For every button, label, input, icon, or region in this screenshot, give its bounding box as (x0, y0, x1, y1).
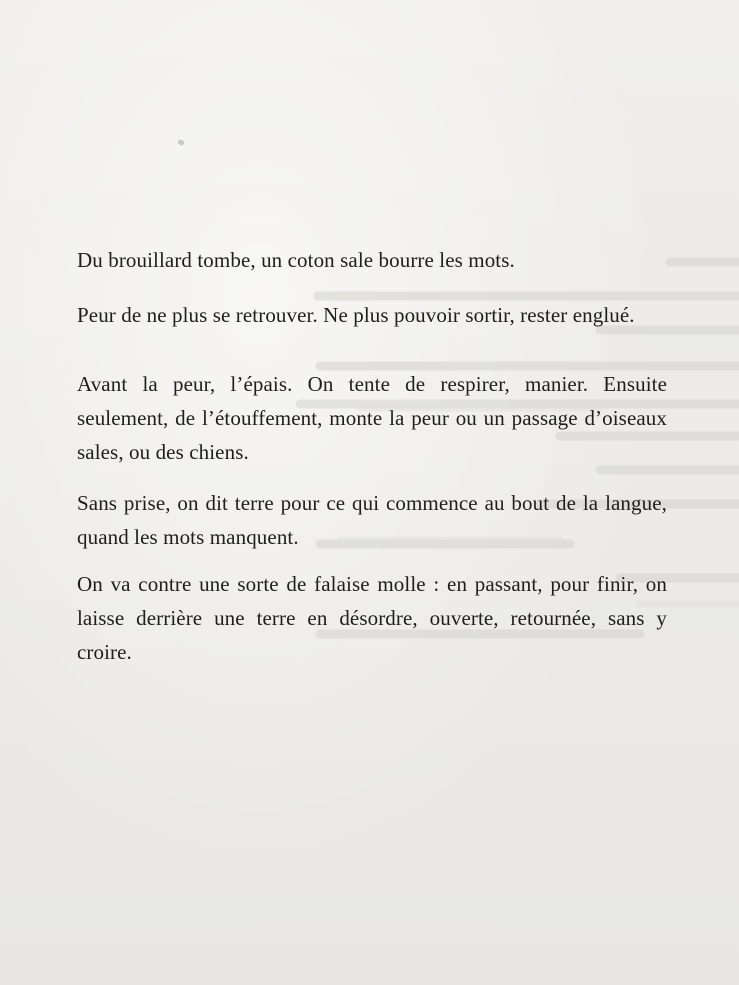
paper-speck (177, 139, 185, 146)
paragraph-1: Du brouillard tombe, un coton sale bourre les mots. (77, 248, 515, 272)
paragraph-5: On va contre une sorte de falaise molle : en passant, pour finir, on laisse derrière une terre en désordre, ouverte, retournée, sans y croire. (77, 572, 667, 664)
paragraph-3: Avant la peur, l’épais. On tente de respirer, manier. Ensuite seulement, de l’étouffement, monte la peur ou un passage d’oiseaux sales, ou des chiens. (77, 372, 667, 464)
paragraph-4: Sans prise, on dit terre pour ce qui commence au bout de la langue, quand les mots manquent. (77, 491, 667, 549)
paragraph-2: Peur de ne plus se retrouver. Ne plus pouvoir sortir, rester englué. (77, 303, 635, 327)
poem-text (77, 243, 667, 669)
